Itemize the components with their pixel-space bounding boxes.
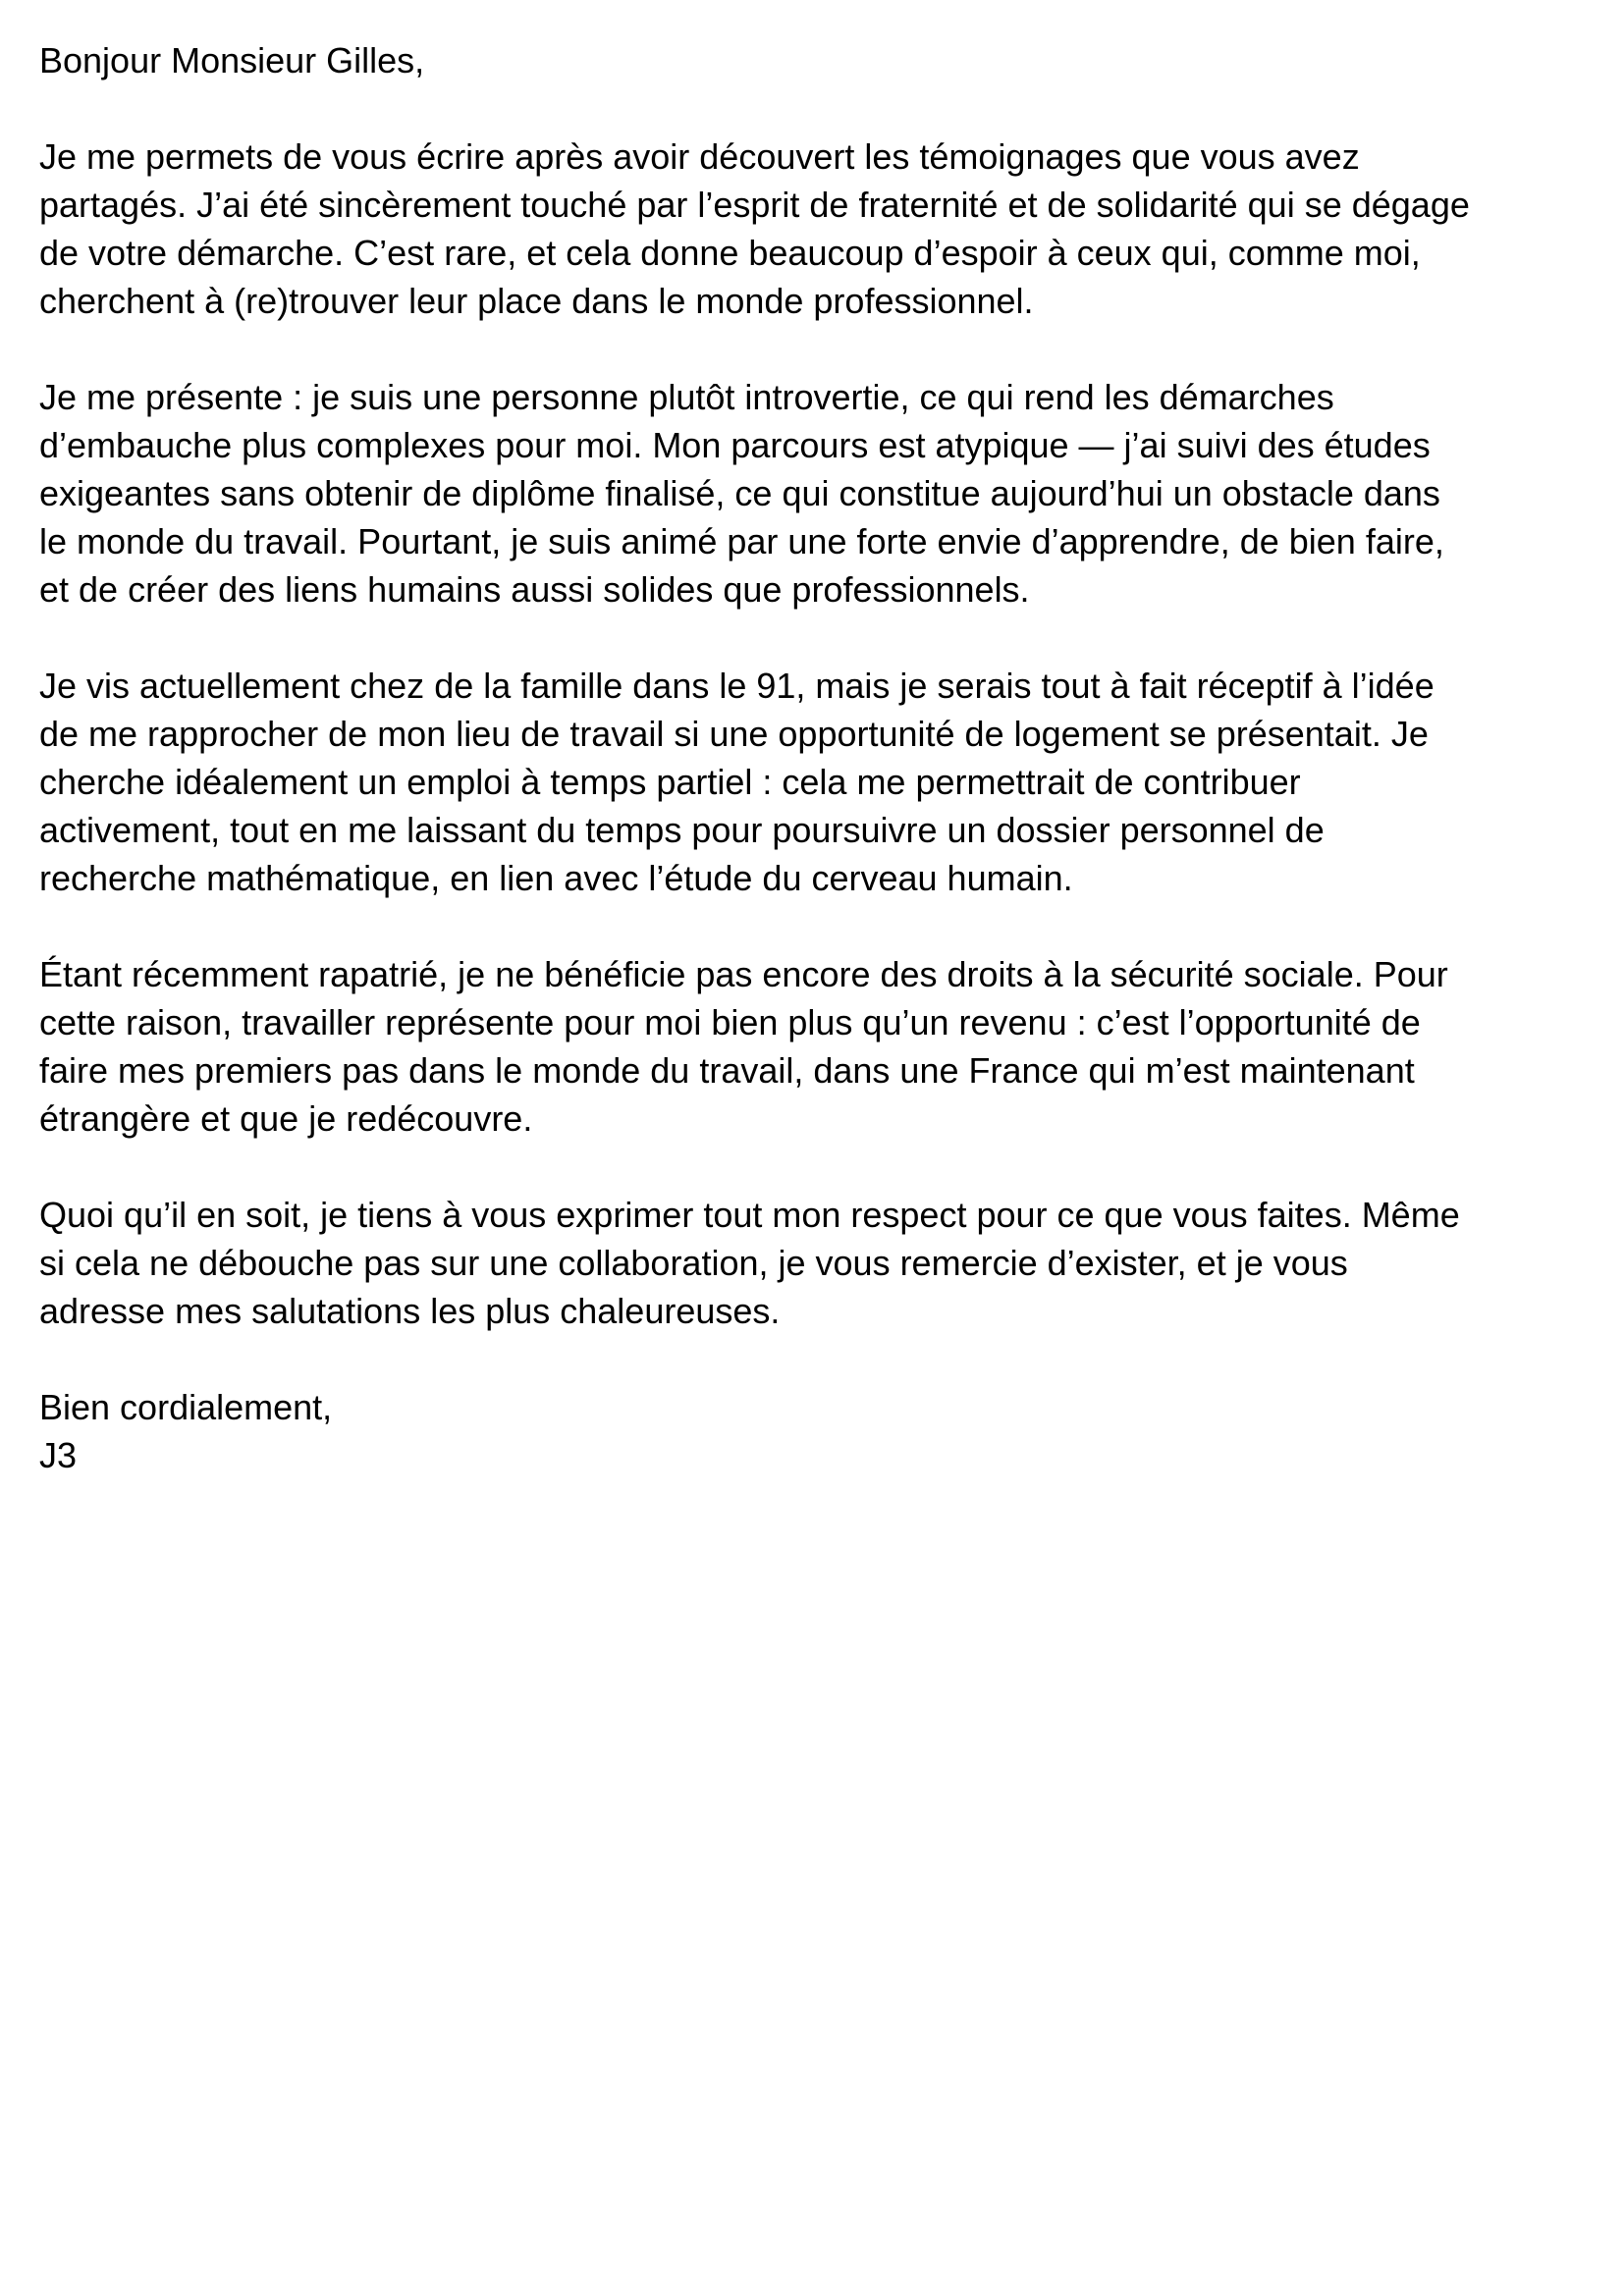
paragraph-situation — [39, 662, 1610, 902]
text-line: exigeantes sans obtenir de diplôme finalisé, ce qui constitue aujourd’hui un obstacle dans — [39, 473, 1440, 513]
text-line: partagés. J’ai été sincèrement touché par l’esprit de fraternité et de solidarité qui se dégage — [39, 185, 1470, 225]
text-line: recherche mathématique, en lien avec l’étude du cerveau humain. — [39, 858, 1073, 898]
text-line: Je me permets de vous écrire après avoir découvert les témoignages que vous avez — [39, 136, 1360, 177]
paragraph-repatriation — [39, 950, 1610, 1143]
paragraph-spacer — [39, 1335, 1610, 1383]
paragraph-spacer — [39, 902, 1610, 950]
letter-greeting: Bonjour Monsieur Gilles, — [39, 40, 425, 80]
paragraph-presentation — [39, 373, 1610, 614]
paragraph-spacer — [39, 1143, 1610, 1191]
letter-body — [39, 36, 1610, 1479]
paragraph-respect — [39, 1191, 1610, 1335]
text-line: Je me présente : je suis une personne plutôt introvertie, ce qui rend les démarches — [39, 377, 1334, 417]
letter-signature: J3 — [39, 1435, 78, 1475]
paragraph-spacer — [39, 84, 1610, 133]
text-line: si cela ne débouche pas sur une collaboration, je vous remercie d’exister, et je vous — [39, 1243, 1348, 1283]
text-line: adresse mes salutations les plus chaleureuses. — [39, 1291, 781, 1331]
text-line: cherche idéalement un emploi à temps partiel : cela me permettrait de contribuer — [39, 762, 1301, 802]
text-line: de votre démarche. C’est rare, et cela donne beaucoup d’espoir à ceux qui, comme moi, — [39, 233, 1421, 273]
text-line: faire mes premiers pas dans le monde du travail, dans une France qui m’est maintenant — [39, 1050, 1415, 1091]
letter-closing: Bien cordialement, — [39, 1387, 333, 1427]
text-line: cette raison, travailler représente pour moi bien plus qu’un revenu : c’est l’opportunité de — [39, 1002, 1421, 1042]
text-line: Quoi qu’il en soit, je tiens à vous exprimer tout mon respect pour ce que vous faites. Même — [39, 1195, 1460, 1235]
text-line: activement, tout en me laissant du temps pour poursuivre un dossier personnel de — [39, 810, 1325, 850]
text-line: et de créer des liens humains aussi solides que professionnels. — [39, 569, 1030, 610]
paragraph-spacer — [39, 325, 1610, 373]
text-line: Étant récemment rapatrié, je ne bénéficie pas encore des droits à la sécurité sociale. Pour — [39, 954, 1448, 994]
paragraph-introduction — [39, 133, 1610, 325]
text-line: d’embauche plus complexes pour moi. Mon parcours est atypique — j’ai suivi des études — [39, 425, 1431, 465]
text-line: étrangère et que je redécouvre. — [39, 1098, 533, 1139]
text-line: cherchent à (re)trouver leur place dans le monde professionnel. — [39, 281, 1034, 321]
text-line: de me rapprocher de mon lieu de travail si une opportunité de logement se présentait. Je — [39, 714, 1429, 754]
paragraph-spacer — [39, 614, 1610, 662]
text-line: Je vis actuellement chez de la famille dans le 91, mais je serais tout à fait réceptif à l’idée — [39, 666, 1435, 706]
text-line: le monde du travail. Pourtant, je suis animé par une forte envie d’apprendre, de bien faire, — [39, 521, 1444, 561]
